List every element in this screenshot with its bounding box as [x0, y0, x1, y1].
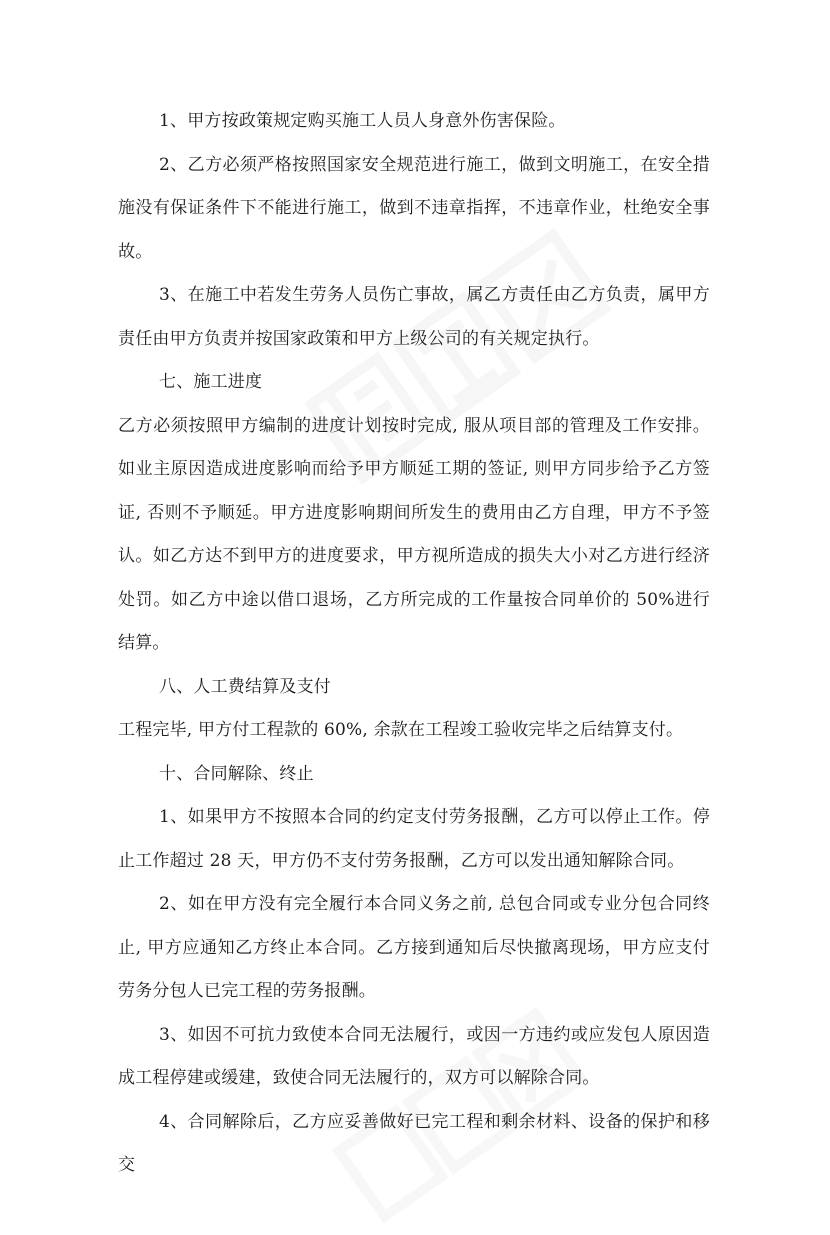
- paragraph-termination-1: 1、如果甲方不按照本合同的约定支付劳务报酬，乙方可以停止工作。停止工作超过 28 天，甲方仍不支付劳务报酬，乙方可以发出通知解除合同。: [118, 807, 710, 871]
- document-body: [118, 100, 710, 1188]
- paragraph-insurance: 1、甲方按政策规定购买施工人员人身意外伤害保险。: [159, 111, 566, 131]
- paragraph-progress: 乙方必须按照甲方编制的进度计划按时完成, 服从项目部的管理及工作安排。如业主原因造成进度影响而给予甲方顺延工期的签证, 则甲方同步给予乙方签证, 否则不予顺延。甲方进度影响期间所发生的费用由乙方自理，甲方不予签认。如乙方达不到甲方的进度要求，甲方视所造成的损失大小对乙方进行经济处罚。如乙方中途以借口退场，乙方所完成的工作量按合同单价的 50%进行结算。: [118, 415, 710, 653]
- paragraph-accident-liability: 3、在施工中若发生劳务人员伤亡事故，属乙方责任由乙方负责，属甲方责任由甲方负责并按国家政策和甲方上级公司的有关规定执行。: [118, 285, 710, 349]
- section-heading-labor-payment: 八、人工费结算及支付: [159, 676, 331, 697]
- section-heading-termination: 十、合同解除、终止: [159, 763, 314, 784]
- paragraph-safety-norms: 2、乙方必须严格按照国家安全规范进行施工，做到文明施工，在安全措施没有保证条件下不能进行施工，做到不违章指挥，不违章作业，杜绝安全事故。: [118, 154, 710, 262]
- paragraph-termination-3: 3、如因不可抗力致使本合同无法履行，或因一方违约或应发包人原因造成工程停建或缓建，致使合同无法履行的，双方可以解除合同。: [118, 1024, 710, 1088]
- section-heading-progress: 七、施工进度: [159, 372, 263, 392]
- paragraph-labor-payment: 工程完毕, 甲方付工程款的 60%, 余款在工程竣工验收完毕之后结算支付。: [118, 720, 684, 740]
- paragraph-termination-2: 2、如在甲方没有完全履行本合同义务之前, 总包合同或专业分包合同终止, 甲方应通知乙方终止本合同。乙方接到通知后尽快撤离现场，甲方应支付劳务分包人已完工程的劳务报酬。: [118, 894, 710, 1001]
- paragraph-termination-4: 4、合同解除后，乙方应妥善做好已完工程和剩余材料、设备的保护和移交: [118, 1111, 710, 1175]
